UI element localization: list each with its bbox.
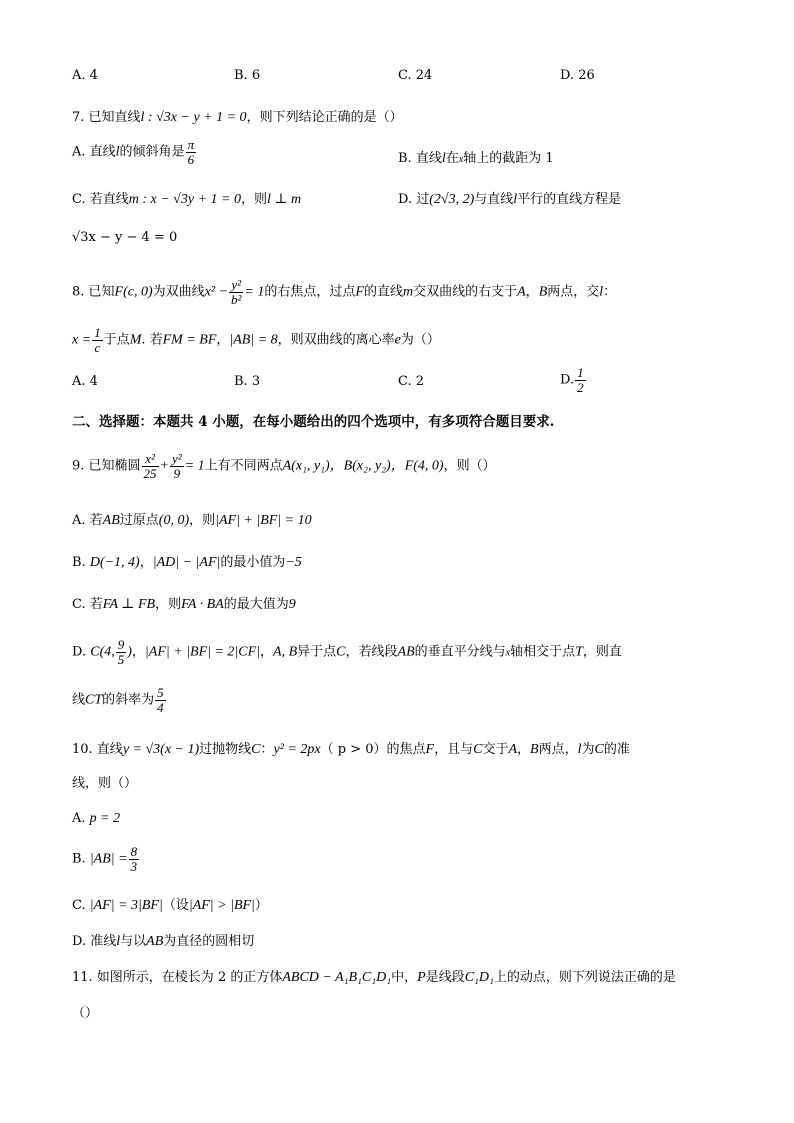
q11-post: 上的动点，则下列说法正确的是 — [493, 970, 676, 985]
q8-m: m — [402, 284, 414, 300]
q8-text: 8. 已知 — [72, 284, 115, 300]
q9-text: 9. 已知椭圆 — [72, 458, 141, 474]
q8-option-b: B. 3 — [234, 374, 261, 389]
q10-d-l: l — [116, 934, 121, 949]
q9-d-T: T — [575, 644, 583, 660]
q7-d-point: (2√3, 2) — [429, 192, 475, 207]
q8-l2-mid: 于点 — [103, 332, 130, 348]
q9-d-mid5: 的垂直平分线与 — [414, 644, 506, 660]
q7-option-b — [398, 147, 554, 167]
q8-option-c: C. 2 — [398, 374, 425, 389]
q10-A: A — [508, 742, 518, 757]
q9-b-text: B. — [72, 555, 86, 570]
q9-b-eq: |AD| − |AF| — [152, 555, 221, 570]
q8-comma: ， — [525, 284, 539, 300]
q8-vector: FM = BF — [162, 332, 217, 348]
q7-b-tail: 轴上的截距为 1 — [463, 151, 554, 166]
q7-a-l: l — [115, 144, 120, 160]
q9-d-point: C(4, — [90, 644, 115, 660]
q11-segment: C₁D₁ — [464, 970, 494, 985]
q8-post4: 两点，交 — [547, 284, 600, 300]
q6-option-b: B. 6 — [234, 68, 261, 83]
q7-a-text: A. 直线 — [72, 144, 116, 160]
q8-l: l — [599, 284, 604, 300]
q10-F: F — [425, 742, 435, 757]
q8-stem-line2 — [72, 326, 440, 354]
q9-c-post: 的最大值为 — [223, 597, 289, 612]
q9-d-AB: AB — [397, 644, 415, 660]
q11-text: 11. 如图所示，在棱长为 2 的正方体 — [72, 970, 283, 985]
q10-a-eq: p = 2 — [89, 811, 121, 826]
q9-option-d-line2 — [72, 686, 167, 714]
q11-stem-line1 — [72, 966, 676, 986]
q10-b-text: B. — [72, 851, 86, 867]
q8-l2-post: ，则双曲线的离心率 — [277, 332, 395, 348]
q8-post2: 的直线 — [363, 284, 403, 300]
q9-d-text: D. — [72, 644, 87, 660]
q9-d2-ct: CT — [85, 692, 103, 708]
q7-c-tail: ，则 — [240, 192, 267, 207]
q9-d-paren: ) — [127, 644, 132, 660]
q9-frac2 — [170, 452, 184, 480]
q7-c-equation: m : x − √3y + 1 = 0 — [128, 192, 241, 207]
q10-b-num: 8 — [130, 844, 138, 859]
q8-x: x = — [72, 332, 92, 348]
q8-d-fraction — [575, 366, 586, 394]
q9-d-mid2: ， — [260, 644, 274, 660]
q10-mid2: 的焦点 — [386, 742, 426, 757]
q8-A: A — [517, 284, 526, 300]
q9-d-eq: |AF| + |BF| = 2|CF| — [144, 644, 261, 660]
q9-d2-mid: 的斜率为 — [102, 692, 155, 708]
q9-frac1 — [142, 452, 159, 480]
q10-c-post-pre: （设 — [162, 898, 189, 913]
q9-a-eq: |AF| + |BF| = 10 — [215, 513, 312, 528]
q10-d-text: D. 准线 — [72, 934, 117, 949]
q7-option-d-answer: √3x − y − 4 = 0 — [72, 230, 178, 245]
q9-a-ab: AB — [102, 513, 120, 528]
q9-d-mid7: ，则直 — [582, 644, 622, 660]
q9-eq: = 1 — [184, 458, 205, 474]
q9-c-val: 9 — [288, 597, 296, 612]
q9-c-dot: FA · BA — [181, 597, 224, 612]
q9-a-text: A. 若 — [72, 513, 103, 528]
q7-b-mid: 在 — [445, 151, 459, 166]
q9-option-b — [72, 551, 302, 571]
q9-a-origin: (0, 0) — [158, 513, 190, 528]
q8-eq-post: = 1 — [244, 284, 265, 300]
q9-d-ab: A, B — [273, 644, 298, 660]
q10-option-b — [72, 845, 140, 873]
q7-stem-tail: ，则下列结论正确的是（） — [246, 110, 403, 125]
q9-a-mid2: ，则 — [189, 513, 216, 528]
q7-option-d — [398, 188, 621, 208]
q10-cond: （ p > 0） — [320, 742, 387, 757]
section-heading: 二、选择题：本题共 4 小题，在每小题给出的四个选项中，有多项符合题目要求. — [72, 414, 555, 430]
q7-c-perp: l ⊥ m — [267, 192, 302, 207]
q9-d2-den: 4 — [157, 699, 164, 715]
q8-colon: ： — [603, 284, 617, 300]
q8-stem-line1 — [72, 278, 616, 306]
q9-den2: 9 — [173, 465, 181, 481]
q9-d2-num: 5 — [157, 685, 164, 700]
q8-eq-fraction — [229, 278, 243, 306]
q10-B: B — [530, 742, 539, 757]
q7-d-tail: 平行的直线方程是 — [517, 192, 622, 207]
q8-B: B — [538, 284, 548, 300]
q8-x-fraction — [92, 326, 103, 354]
q6-option-d: D. 26 — [560, 68, 595, 83]
q10-d-post: 为直径的圆相切 — [163, 934, 255, 949]
q9-d-mid3: 异于点 — [297, 644, 337, 660]
q9-option-a — [72, 509, 312, 529]
q9-b-point: D(−1, 4) — [89, 555, 140, 570]
q8-mid: 为双曲线 — [152, 284, 205, 300]
q8-option-a: A. 4 — [72, 374, 98, 389]
q9-d-mid: ， — [131, 644, 145, 660]
q9-b-mid: ， — [139, 555, 153, 570]
q10-option-c — [72, 894, 268, 914]
q10-option-a — [72, 811, 120, 827]
q7-b-l: l — [441, 151, 446, 166]
q10-mid3: ，且与 — [434, 742, 474, 757]
q9-c-text: C. 若 — [72, 597, 103, 612]
q9-d2-text: 线 — [72, 692, 86, 708]
q10-b-eq: |AB| = — [89, 851, 128, 867]
q9-d-frac — [116, 638, 127, 666]
q6-option-a: A. 4 — [72, 68, 98, 83]
q8-eq-pre: x² − — [204, 284, 229, 300]
q10-C: C — [251, 742, 261, 757]
q9-d-den: 5 — [117, 651, 125, 667]
q8-M: M — [129, 332, 142, 348]
q10-d-ab: AB — [146, 934, 164, 949]
q8-eq-num: y² — [229, 278, 243, 293]
q8-option-d — [560, 366, 587, 394]
q8-eq-den: b² — [231, 291, 242, 307]
q9-den1: 25 — [143, 465, 157, 481]
q7-d-mid: 与直线 — [474, 192, 514, 207]
q7-b-text: B. 直线 — [398, 151, 442, 166]
q10-l: l — [577, 742, 582, 757]
q9-b-val: −5 — [285, 555, 302, 570]
q7-option-c — [72, 188, 301, 208]
q10-c-post-eq: |AF| > |BF| — [188, 898, 255, 913]
q10-a-text: A. — [72, 811, 86, 826]
q9-d-mid6: 轴相交于点 — [510, 644, 576, 660]
q9-post: 上有不同两点 — [204, 458, 283, 474]
q8-l2-mid2: ， — [216, 332, 230, 348]
q10-option-d — [72, 930, 254, 950]
q10-mid4: 交于 — [482, 742, 509, 757]
q9-num1: x² — [142, 452, 159, 467]
q9-points: A(x₁, y₁)，B(x₂, y₂)，F(4, 0) — [282, 458, 444, 474]
q10-line-eq: y = √3(x − 1) — [122, 742, 200, 757]
q8-d-num: 1 — [577, 365, 584, 380]
q7-b-x: x — [458, 154, 464, 165]
q9-plus: + — [159, 458, 169, 474]
q10-text: 10. 直线 — [72, 742, 123, 757]
q9-option-d — [72, 638, 622, 666]
q8-l2-post2: 为（） — [400, 332, 440, 348]
q9-d-num: 9 — [117, 637, 125, 652]
q8-post: 的右焦点，过点 — [264, 284, 356, 300]
q8-ab-length: |AB| = 8 — [229, 332, 278, 348]
q8-d-den: 2 — [577, 379, 584, 395]
q10-colon: ： — [260, 742, 274, 757]
q7-a-fraction — [186, 138, 197, 166]
q7-c-text: C. 若直线 — [72, 192, 129, 207]
q7-a-num: π — [187, 137, 195, 152]
q9-option-c — [72, 593, 296, 613]
q9-num2: y² — [172, 451, 182, 466]
q10-stem-line1 — [72, 738, 630, 758]
q10-C3: C — [594, 742, 604, 757]
q10-c-post-end: ） — [254, 898, 268, 913]
q9-c-mid: ，则 — [155, 597, 182, 612]
q10-mid7: 为 — [581, 742, 595, 757]
q7-d-text: D. 过 — [398, 192, 430, 207]
q8-e: e — [394, 332, 401, 348]
q8-F: F — [355, 284, 364, 300]
q7-a-den: 6 — [187, 151, 195, 167]
q9-d-x: x — [505, 647, 511, 659]
q11-stem-line2: （） — [72, 1006, 99, 1021]
q10-mid5: ， — [517, 742, 531, 757]
q7-stem-text: 7. 已知直线 — [72, 110, 141, 125]
q8-x-den: c — [94, 339, 101, 355]
q9-stem — [72, 452, 496, 480]
q10-b-frac — [129, 845, 140, 873]
q11-P: P — [417, 970, 426, 985]
q9-end: ，则（） — [443, 458, 496, 474]
q7-a-tail: 的倾斜角是 — [119, 144, 185, 160]
q10-c-text: C. — [72, 898, 86, 913]
q9-d-mid4: ，若线段 — [345, 644, 398, 660]
q11-cube: ABCD − A₁B₁C₁D₁ — [282, 970, 392, 985]
q7-option-a — [72, 138, 197, 166]
q8-x-num: 1 — [94, 325, 101, 340]
q9-d-C: C — [336, 644, 346, 660]
q7-line-equation: l : √3x − y + 1 = 0 — [140, 110, 247, 125]
q9-d2-frac — [155, 686, 166, 714]
q10-d-mid: 与以 — [120, 934, 147, 949]
q10-parabola: y² = 2px — [273, 742, 321, 757]
q8-focus: F(c, 0) — [114, 284, 153, 300]
q7-stem — [72, 106, 403, 126]
q10-mid: 过抛物线 — [199, 742, 252, 757]
q8-d-text: D. — [560, 372, 575, 388]
q7-d-l: l — [513, 192, 518, 207]
q9-a-mid: 过原点 — [119, 513, 159, 528]
q10-c-eq: |AF| = 3|BF| — [89, 898, 163, 913]
q11-mid2: 是线段 — [425, 970, 465, 985]
q10-post: 的准 — [603, 742, 630, 757]
q8-post3: 交双曲线的右支于 — [413, 284, 518, 300]
q9-c-perp: FA ⊥ FB — [102, 597, 156, 612]
q10-b-den: 3 — [130, 858, 138, 874]
q9-b-post: 的最小值为 — [220, 555, 286, 570]
q6-option-c: C. 24 — [398, 68, 433, 83]
q10-C2: C — [473, 742, 483, 757]
q10-mid6: 两点， — [538, 742, 578, 757]
q10-stem-line2: 线，则（） — [72, 776, 138, 791]
q11-mid: 中， — [391, 970, 418, 985]
q8-if: . 若 — [141, 332, 163, 348]
